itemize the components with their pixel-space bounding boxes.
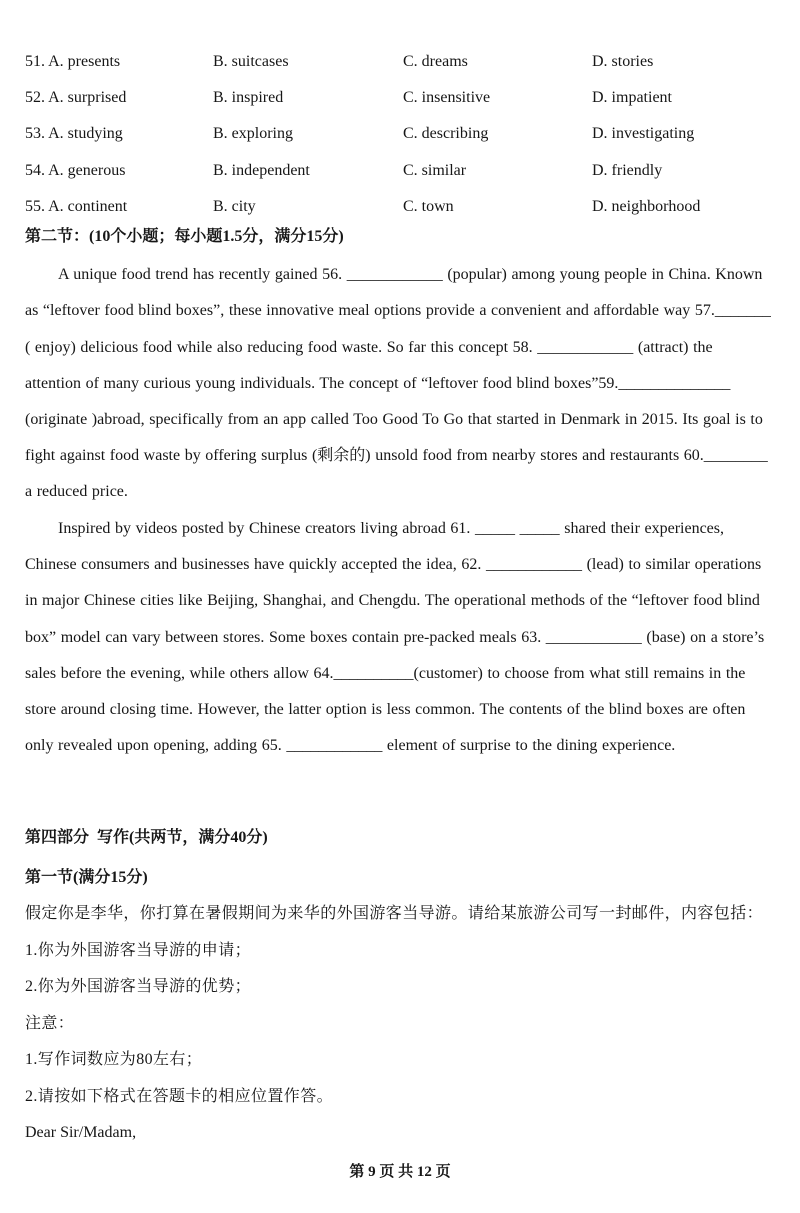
passage-line: only revealed upon opening, adding 65. ____________ element of surprise to the dining experience. [25,737,676,754]
prompt-point: 2.你为外国游客当导游的优势； [25,978,252,995]
option-row [25,161,125,181]
option-d: D. friendly [592,162,663,179]
letter-salutation: Dear Sir/Madam, [25,1124,137,1141]
option-b: B. inspired [213,89,284,106]
option-d: D. investigating [592,125,695,142]
passage-line: store around closing time. However, the latter option is less common. The contents of the blind boxes are often [25,701,746,718]
question-number: 52. [25,89,45,106]
option-c: C. town [403,198,454,215]
option-a: A. continent [48,198,128,215]
option-b: B. exploring [213,125,293,142]
passage-line: sales before the evening, while others allow 64.__________(customer) to choose from what still remains in the [25,665,746,682]
section-heading: 第二节：(10个小题；每小题1.5分，满分15分) [25,228,344,245]
passage-line: Chinese consumers and businesses have quickly accepted the idea, 62. ____________ (lead) to similar operations [25,556,762,573]
option-row [25,88,126,108]
passage-line: Inspired by videos posted by Chinese creators living abroad 61. _____ _____ shared their experiences, [58,520,725,537]
option-row [25,124,123,144]
option-b: B. suitcases [213,53,289,70]
option-row [25,197,127,217]
notes-label: 注意： [25,1015,75,1032]
option-a: A. studying [48,125,123,142]
option-a: A. presents [48,53,121,70]
passage-line: ( enjoy) delicious food while also reducing food waste. So far this concept 58. ____________ (attract) the [25,339,713,356]
passage-line: attention of many curious young individuals. The concept of “leftover food blind boxes”59.______________ [25,375,731,392]
passage-line: (originate )abroad, specifically from an app called Too Good To Go that started in Denmark in 2015. Its goal is to [25,411,763,428]
note-item: 2.请按如下格式在答题卡的相应位置作答。 [25,1088,334,1105]
option-d: D. impatient [592,89,672,106]
page-number: 第 9 页 共 12 页 [349,1164,451,1180]
writing-prompt: 假定你是李华，你打算在暑假期间为来华的外国游客当导游。请给某旅游公司写一封邮件，内容包括： [25,905,764,922]
section-heading: 第一节(满分15分) [25,869,148,886]
part-heading: 第四部分 写作(共两节，满分40分) [25,829,268,846]
option-a: A. generous [48,162,126,179]
passage-line: A unique food trend has recently gained 56. ____________ (popular) among young people in China. Known [58,266,763,283]
option-c: C. dreams [403,53,468,70]
question-number: 54. [25,162,45,179]
option-d: D. neighborhood [592,198,701,215]
note-item: 1.写作词数应为80左右； [25,1051,203,1068]
option-c: C. insensitive [403,89,491,106]
option-a: A. surprised [48,89,127,106]
prompt-point: 1.你为外国游客当导游的申请； [25,942,252,959]
passage-line: box” model can vary between stores. Some boxes contain pre-packed meals 63. ____________ (base) on a store’s [25,629,765,646]
option-row [25,52,120,72]
question-number: 51. [25,53,45,70]
passage-line: fight against food waste by offering surplus (剩余的) unsold food from nearby stores and restaurants 60.________ [25,447,768,464]
question-number: 53. [25,125,45,142]
option-c: C. similar [403,162,467,179]
option-b: B. independent [213,162,310,179]
passage-line: a reduced price. [25,483,128,500]
option-d: D. stories [592,53,654,70]
option-b: B. city [213,198,256,215]
question-number: 55. [25,198,45,215]
passage-line: as “leftover food blind boxes”, these innovative meal options provide a convenient and affordable way 57._______ [25,302,771,319]
option-c: C. describing [403,125,489,142]
passage-line: in major Chinese cities like Beijing, Shanghai, and Chengdu. The operational methods of the “leftover food blind [25,592,760,609]
